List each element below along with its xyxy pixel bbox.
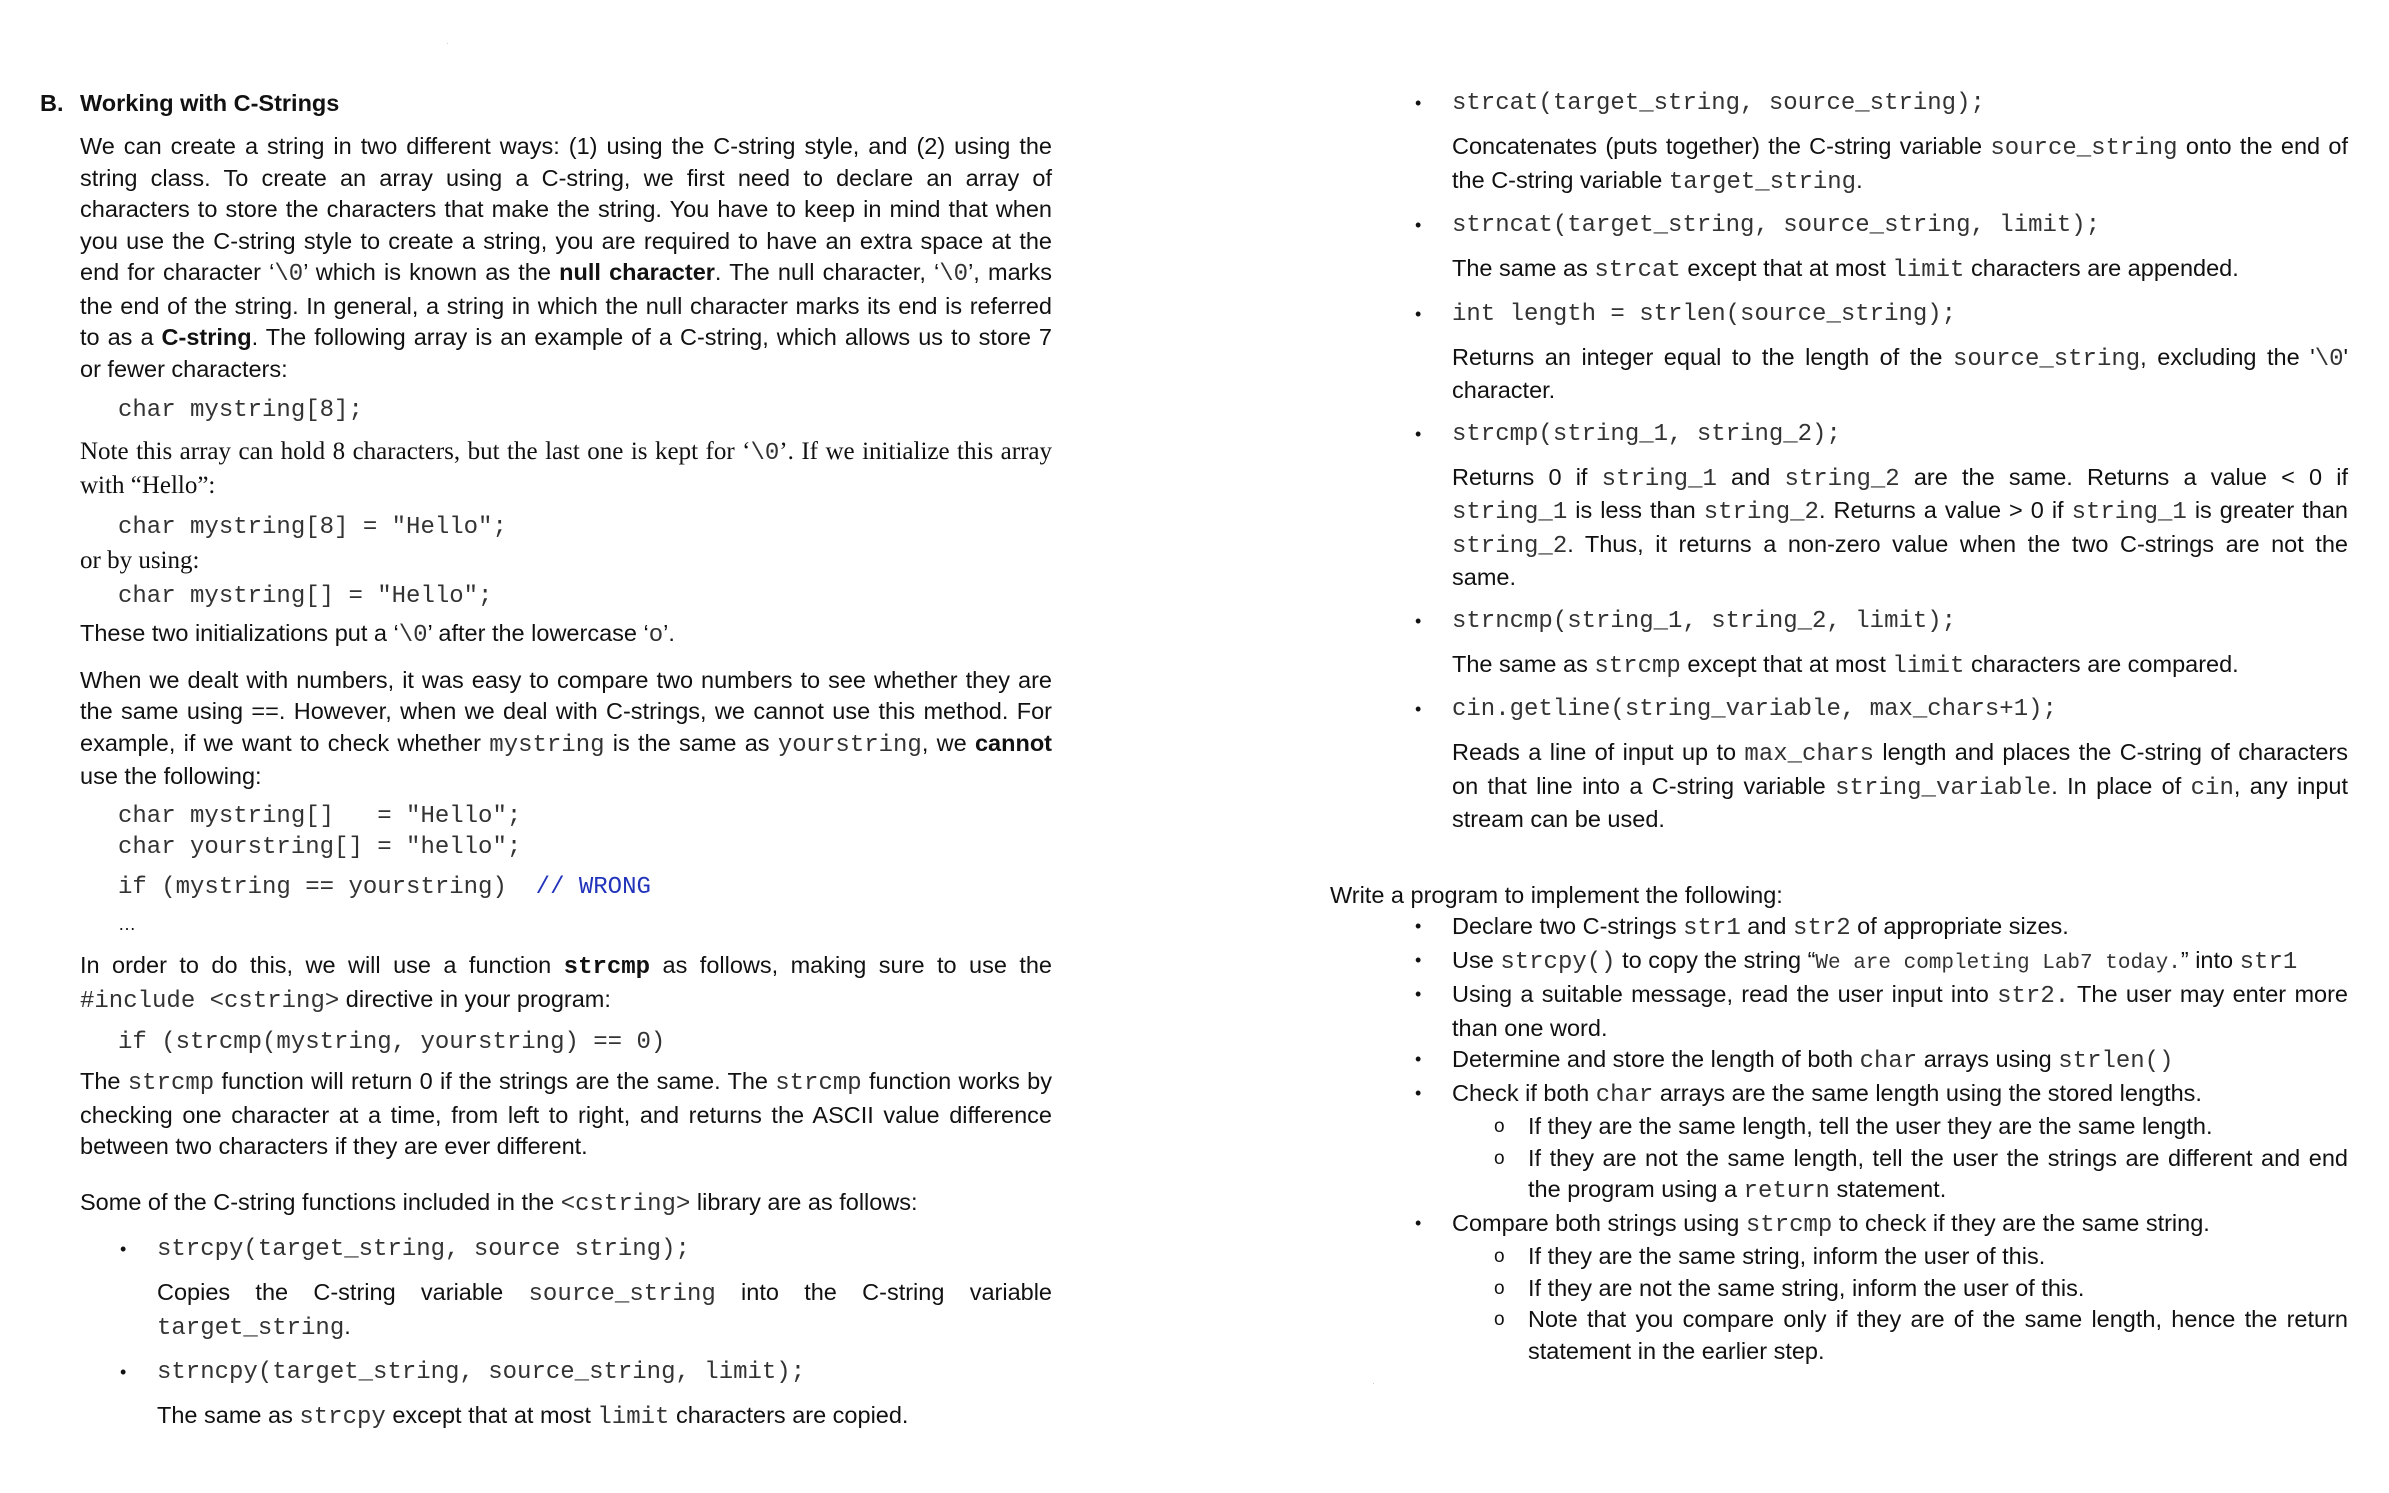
text: ' character. — [1452, 343, 2348, 403]
text: The same as — [1452, 255, 1595, 281]
intro-paragraph — [80, 131, 1052, 385]
sub-item — [1494, 1111, 2348, 1143]
task-item — [1415, 945, 2348, 980]
code: string_2 — [1452, 532, 1568, 560]
function-description — [1452, 649, 2348, 683]
function-description — [157, 1277, 1052, 1344]
text: use the following: — [80, 763, 262, 789]
task-text — [1452, 1208, 2348, 1242]
ellipsis: … — [118, 913, 136, 934]
code: target_string — [1668, 168, 1857, 196]
sub-text: If they are the same string, inform the user of this. — [1528, 1243, 2046, 1269]
bullet: • — [1415, 215, 1422, 235]
code: \0 — [750, 440, 780, 467]
text: , we — [921, 729, 975, 756]
text: except that at most — [1680, 255, 1893, 281]
text: In order to do this, we will use a function — [80, 952, 564, 978]
text: to check if they are the same string. — [1832, 1209, 2210, 1236]
text: . — [1856, 166, 1863, 193]
sub-bullet: o — [1494, 1116, 1505, 1137]
list-item — [1415, 299, 2348, 407]
text: directive in your program: — [339, 985, 611, 1012]
sub-text: If they are the same length, tell the user they are the same length. — [1528, 1113, 2213, 1139]
task-item — [1415, 979, 2348, 1044]
sub-bullet: o — [1494, 1309, 1505, 1330]
code: strcpy — [299, 1404, 386, 1431]
function-list — [120, 1234, 1052, 1434]
text: to copy the string “ — [1615, 946, 1816, 973]
text: Some of the C-string functions included in the — [80, 1188, 561, 1215]
code: max_chars — [1744, 741, 1875, 768]
bullet: • — [120, 1362, 127, 1382]
text: , excluding the ' — [2140, 343, 2315, 370]
text: . — [344, 1312, 351, 1339]
task-intro: Write a program to implement the following: — [1330, 881, 1783, 908]
text: as follows, making sure to use the — [650, 952, 1052, 978]
bullet: • — [1415, 1049, 1422, 1069]
text: library are as follows: — [690, 1188, 918, 1215]
text: The user may enter more than one word. — [1452, 981, 2348, 1041]
text: The same as — [1452, 650, 1595, 677]
function-signature: int length = strlen(source_string); — [1452, 300, 1957, 328]
text: characters are copied. — [669, 1402, 909, 1428]
task-text — [1452, 1078, 2348, 1112]
bullet: • — [1415, 303, 1422, 324]
sub-list — [1494, 1111, 2348, 1208]
strcmp-intro — [80, 950, 1052, 1017]
text: ’, marks the end of the string. In general, a string in which the null character marks its end is referred to as a — [80, 259, 1052, 350]
function-description — [1452, 131, 2348, 198]
function-description — [1452, 253, 2348, 287]
text: ’ which is known as the — [303, 259, 560, 285]
text: . Returns a value > 0 if — [1818, 497, 2072, 523]
text: . The null character, ‘ — [714, 259, 940, 285]
text: These two initializations put a ‘ — [80, 620, 399, 646]
function-description — [1452, 342, 2348, 407]
list-item — [1415, 419, 2348, 594]
task-text — [1452, 1044, 2348, 1078]
bullet: • — [1415, 699, 1422, 719]
text: ’. — [663, 620, 675, 646]
left-column — [40, 88, 1052, 1434]
text: , any input stream can be used. — [1452, 772, 2349, 832]
text: . In place of — [2051, 772, 2191, 799]
code: \0 — [939, 261, 969, 288]
text: Determine and store the length of both — [1452, 1046, 1860, 1072]
text: ’ after the lowercase ‘ — [427, 620, 649, 646]
list-item — [120, 1357, 1052, 1434]
bullet: • — [1415, 949, 1422, 970]
code-block: char mystring[] = "Hello"; — [118, 583, 493, 610]
text: Check if both — [1452, 1079, 1596, 1106]
text: When we dealt with numbers, it was easy to compare two numbers to see whether they are the same using ==. However, when we deal with C-strings, we cannot use this method. For example, if we want to check whether — [80, 666, 1052, 756]
code: if (mystring == yourstring) — [118, 873, 536, 901]
text: and — [1740, 913, 1794, 939]
strcmp-desc — [80, 1066, 1052, 1163]
code: return — [1743, 1178, 1830, 1205]
sub-item — [1494, 1304, 2348, 1367]
bullet: • — [1415, 984, 1422, 1004]
text: . The following array is an example of a C-string, which allows us to store 7 or fewer characters: — [80, 324, 1052, 382]
code-comment: // WRONG — [535, 873, 651, 901]
function-signature: strcat(target_string, source_string); — [1452, 90, 1985, 117]
sub-item — [1494, 1241, 2348, 1273]
text: Returns an integer equal to the length of the — [1452, 343, 1953, 370]
sub-item — [1494, 1143, 2348, 1208]
or-by-using: or by using: — [80, 547, 200, 574]
bold: C-string — [161, 324, 252, 350]
text: We can create a string in two different ways: (1) using the C-string style, and (2) using the string class. To create an array using a C-string, we first need to declare an array of characters to store the characters that make the string. You have to keep in mind that when you use the C-string style to create a string, you are required to have an extra space at the end for character ‘ — [80, 133, 1052, 285]
code-block: if (strcmp(mystring, yourstring) == 0) — [118, 1029, 666, 1056]
code-block: char mystring[8]; — [118, 397, 363, 424]
list-item — [1415, 606, 2348, 683]
bullet: • — [120, 1239, 127, 1259]
section-body — [80, 131, 1052, 1434]
code: limit — [1892, 257, 1965, 284]
sub-text — [1528, 1143, 2348, 1208]
code: o — [648, 622, 664, 649]
code: source_string — [1952, 345, 2141, 373]
text: except that at most — [385, 1402, 598, 1428]
speck — [447, 43, 448, 44]
speck — [1373, 1383, 1374, 1384]
text: is the same as — [604, 729, 778, 756]
code: \0 — [2314, 345, 2344, 373]
code: source_string — [1990, 135, 2178, 162]
code: str2. — [1997, 983, 2070, 1010]
text: length and places the C-string of characters on that line into a C-string variable — [1452, 739, 2348, 799]
sub-item — [1494, 1273, 2348, 1305]
section-letter: B. — [40, 90, 64, 116]
function-list-continued — [1415, 88, 2349, 836]
text: and — [1716, 463, 1785, 490]
section-heading — [40, 88, 1052, 119]
text: The same as — [157, 1402, 300, 1428]
code: string_1 — [1601, 465, 1717, 493]
code: target_string — [157, 1314, 345, 1342]
compare-paragraph — [80, 665, 1052, 793]
code: strcat — [1594, 257, 1681, 284]
text: The — [80, 1068, 128, 1094]
function-description — [157, 1400, 1052, 1434]
code-block: char mystring[8] = "Hello"; — [118, 514, 507, 541]
text: onto the end of the C-string variable — [1452, 133, 2348, 193]
code: strcmp — [1594, 652, 1681, 680]
code: strcmp — [775, 1070, 862, 1097]
code: string_2 — [1703, 499, 1819, 526]
code: \0 — [274, 261, 304, 288]
text: function works by checking one character at a time, from left to right, and returns the ASCII value difference between two characters if they are ever different. — [80, 1068, 1052, 1159]
code: limit — [1892, 652, 1965, 680]
code: str1 — [1683, 915, 1741, 942]
text: arrays are the same length using the stored lengths. — [1653, 1079, 2202, 1106]
function-signature: strcmp(string_1, string_2); — [1452, 420, 1841, 448]
code: #include <cstring> — [80, 987, 340, 1015]
code-block — [118, 872, 1052, 903]
text: Returns 0 if — [1452, 463, 1602, 490]
code: strcpy() — [1500, 948, 1616, 976]
text: arrays using — [1917, 1046, 2059, 1072]
text: of appropriate sizes. — [1850, 913, 2069, 939]
code: source_string — [528, 1281, 716, 1308]
task-item — [1415, 911, 2348, 945]
code: str1 — [2239, 948, 2298, 976]
code-block: char mystring[] = "Hello"; — [118, 802, 522, 830]
function-description — [1452, 737, 2348, 836]
text: Copies the C-string variable — [157, 1279, 529, 1305]
init-paragraph — [80, 618, 1052, 652]
list-item — [1415, 210, 2348, 287]
code: strcmp — [127, 1070, 215, 1097]
task-item — [1415, 1044, 2348, 1078]
function-signature: strcpy(target_string, source string); — [157, 1236, 690, 1263]
text: Reads a line of input up to — [1452, 739, 1745, 765]
bullet: • — [1415, 916, 1422, 936]
task-text — [1452, 979, 2348, 1044]
text: Compare both strings using — [1452, 1209, 1746, 1236]
section-title: Working with C-Strings — [80, 90, 340, 116]
text: characters are appended. — [1964, 255, 2239, 281]
task-list — [1415, 911, 2348, 1367]
task-item — [1415, 1078, 2348, 1208]
text: statement. — [1829, 1176, 1947, 1202]
sub-list — [1494, 1241, 2348, 1367]
text: function will return 0 if the strings are the same. The — [214, 1068, 776, 1094]
bullet: • — [1415, 610, 1422, 631]
text: If they are not the same length, tell the user the strings are different and end the program using a — [1528, 1144, 2348, 1202]
sub-bullet: o — [1494, 1147, 1505, 1169]
sub-bullet: o — [1494, 1246, 1505, 1267]
code: \0 — [398, 622, 428, 649]
code: string_1 — [1452, 499, 1568, 526]
lib-intro — [80, 1187, 1052, 1221]
function-description — [1452, 462, 2348, 594]
code-block: char yourstring[] = "hello"; — [118, 833, 522, 861]
note-paragraph — [80, 436, 1052, 502]
right-column — [1330, 88, 2348, 1367]
function-signature: strncat(target_string, source_string, limit); — [1452, 212, 2101, 239]
text: ’. If we initialize this array with “Hello”: — [80, 438, 1053, 499]
code: strlen() — [2058, 1048, 2174, 1075]
text: characters are compared. — [1964, 650, 2239, 677]
code: string_1 — [2071, 499, 2187, 526]
code: char — [1595, 1081, 1654, 1109]
text: ” into — [2180, 946, 2240, 973]
bullet: • — [1415, 1212, 1422, 1233]
task-text — [1452, 911, 2348, 945]
code: string_2 — [1784, 465, 1900, 493]
text: into the C-string variable — [715, 1279, 1052, 1305]
sub-text: If they are not the same string, inform the user of this. — [1528, 1274, 2085, 1301]
code: char — [1859, 1048, 1918, 1075]
code: yourstring — [777, 731, 922, 759]
text: is greater than — [2186, 497, 2348, 523]
sub-bullet: o — [1494, 1277, 1505, 1299]
code: strcmp — [1745, 1211, 1833, 1239]
bold: null character — [559, 259, 715, 285]
code: string_variable — [1835, 774, 2052, 802]
task-text — [1452, 945, 2348, 980]
bullet: • — [1415, 423, 1422, 444]
function-signature: strncmp(string_1, string_2, limit); — [1452, 607, 1957, 635]
sub-text: Note that you compare only if they are of the same length, hence the return statement in the earlier step. — [1528, 1306, 2348, 1364]
text: Concatenates (puts together) the C-string variable — [1452, 133, 1991, 159]
text: . Thus, it returns a non-zero value when the two C-strings are not the same. — [1452, 530, 2348, 590]
code: str2 — [1793, 915, 1851, 942]
function-signature: cin.getline(string_variable, max_chars+1); — [1452, 696, 2057, 723]
code: <cstring> — [560, 1190, 691, 1218]
bold: cannot — [974, 729, 1052, 756]
function-signature: strncpy(target_string, source_string, limit); — [157, 1359, 806, 1386]
text: are the same. Returns a value < 0 if — [1899, 463, 2348, 490]
code: limit — [597, 1404, 670, 1431]
list-item — [1415, 694, 2349, 836]
bullet: • — [1415, 1082, 1422, 1103]
code: cin — [2190, 774, 2234, 802]
text: Using a suitable message, read the user input into — [1452, 981, 1998, 1007]
code: strcmp — [563, 954, 651, 981]
text: Use — [1452, 946, 1501, 973]
list-item — [120, 1234, 1052, 1344]
code: We are completing Lab7 today. — [1815, 951, 2181, 975]
bullet: • — [1415, 93, 1422, 113]
text: Declare two C-strings — [1452, 913, 1684, 939]
list-item — [1415, 88, 2348, 198]
code: mystring — [489, 731, 605, 759]
text: except that at most — [1680, 650, 1893, 677]
text: is less than — [1567, 497, 1704, 523]
task-item — [1415, 1208, 2348, 1368]
text: Note this array can hold 8 characters, but the last one is kept for ‘ — [80, 438, 751, 465]
